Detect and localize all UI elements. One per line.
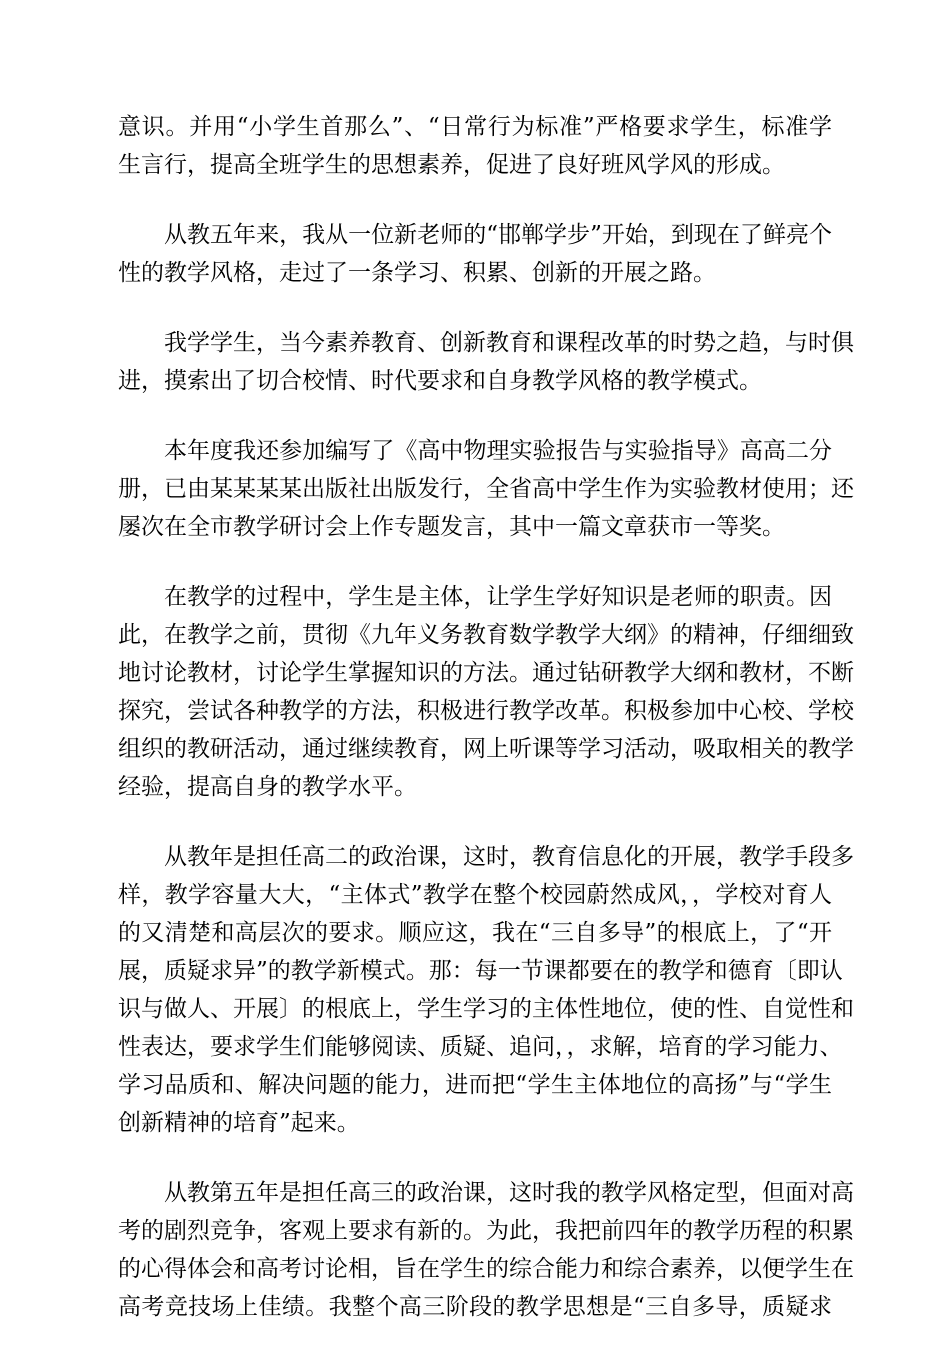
paragraph-line: 在教学的过程中，学生是主体，让学生学好知识是老师的职责。因 xyxy=(164,584,832,610)
paragraph-line: 进，摸索出了切合校情、时代要求和自身教学风格的教学模式。 xyxy=(118,368,762,394)
paragraph xyxy=(118,324,854,400)
paragraph-line: 我学学生，当今素养教育、创新教育和课程改革的时势之趋，与时俱 xyxy=(164,330,854,356)
paragraph xyxy=(118,108,832,184)
paragraph-line: 此，在教学之前，贯彻《九年义务教育数学教学大纲》的精神，仔细细致 xyxy=(118,622,854,648)
paragraph-line: 组织的教研活动，通过继续教育，网上听课等学习活动，吸取相关的教学 xyxy=(118,736,854,762)
paragraph-line: 生言行，提高全班学生的思想素养，促进了良好班风学风的形成。 xyxy=(118,152,785,178)
paragraph xyxy=(118,1174,854,1326)
paragraph-line: 意识。并用“小学生首那么”、“日常行为标准”严格要求学生，标准学 xyxy=(118,114,832,140)
paragraph-line: 屡次在全市教学研讨会上作专题发言，其中一篇文章获市一等奖。 xyxy=(118,514,785,540)
paragraph xyxy=(118,578,854,806)
paragraph-line: 样，教学容量大大，“主体式”教学在整个校园蔚然成风，，学校对育人 xyxy=(118,882,832,908)
paragraph-line: 的心得体会和高考讨论相，旨在学生的综合能力和综合素养，以便学生在 xyxy=(118,1256,854,1282)
paragraph-line: 学习品质和、解决问题的能力，进而把“学生主体地位的高扬”与“学生 xyxy=(118,1072,832,1098)
paragraph-line: 从教五年来，我从一位新老师的“邯郸学步”开始，到现在了鲜亮个 xyxy=(164,222,832,248)
paragraph-line: 性表达，要求学生们能够阅读、质疑、追问，，求解，培育的学习能力、 xyxy=(118,1034,843,1060)
paragraph-line: 的又清楚和高层次的要求。顺应这，我在“三自多导”的根底上，了“开 xyxy=(118,920,832,946)
paragraph-line: 探究，尝试各种教学的方法，积极进行教学改革。积极参加中心校、学校 xyxy=(118,698,854,724)
paragraph-line: 考的剧烈竞争，客观上要求有新的。为此，我把前四年的教学历程的积累 xyxy=(118,1218,854,1244)
paragraph-line: 经验，提高自身的教学水平。 xyxy=(118,774,417,800)
paragraph-line: 识与做人、开展〕的根底上，学生学习的主体性地位，使的性、自觉性和 xyxy=(118,996,854,1022)
paragraph xyxy=(118,432,854,546)
paragraph-line: 本年度我还参加编写了《高中物理实验报告与实验指导》高高二分 xyxy=(164,438,832,464)
paragraph xyxy=(118,838,854,1142)
paragraph-line: 性的教学风格，走过了一条学习、积累、创新的开展之路。 xyxy=(118,260,716,286)
paragraph-line: 从教年是担任高二的政治课，这时，教育信息化的开展，教学手段多 xyxy=(164,844,854,870)
paragraph-line: 册，已由某某某某出版社出版发行，全省高中学生作为实验教材使用；还 xyxy=(118,476,854,502)
paragraph-line: 创新精神的培育”起来。 xyxy=(118,1110,360,1136)
paragraph-line: 高考竞技场上佳绩。我整个高三阶段的教学思想是“三自多导，质疑求 xyxy=(118,1294,832,1320)
paragraph xyxy=(118,216,832,292)
document-body xyxy=(118,108,854,1358)
paragraph-line: 从教第五年是担任高三的政治课，这时我的教学风格定型，但面对高 xyxy=(164,1180,854,1206)
paragraph-line: 展，质疑求异”的教学新模式。那：每一节课都要在的教学和德育〔即认 xyxy=(118,958,843,984)
paragraph-line: 地讨论教材，讨论学生掌握知识的方法。通过钻研教学大纲和教材，不断 xyxy=(118,660,854,686)
